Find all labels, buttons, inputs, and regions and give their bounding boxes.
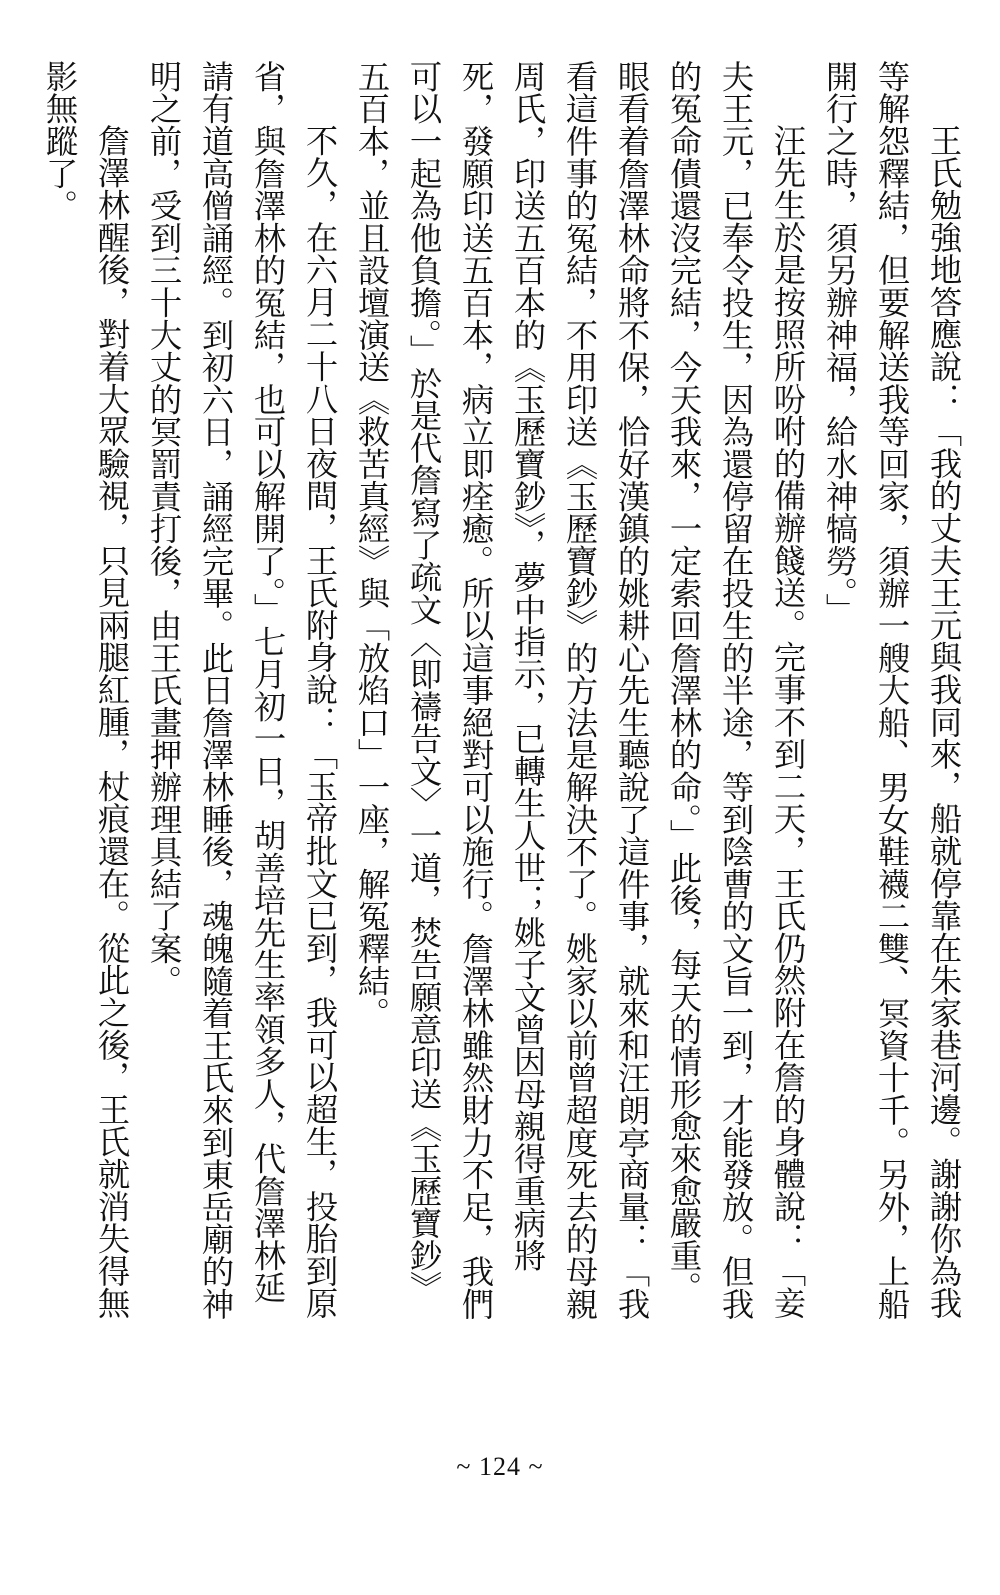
text-column-15: 請有道高僧誦經。到初六日，誦經完畢。此日詹澤林睡後，魂魄隨着王氏來到東岳廟的神: [197, 60, 235, 1320]
text-column-16: 明之前，受到三十大丈的冥罰責打後，由王氏畫押辦理具結了案。: [145, 60, 183, 997]
text-column-4: 汪先生於是按照所吩咐的備辦餞送。完事不到二天，王氏仍然附在詹的身體說：「妾: [769, 124, 807, 1320]
text-column-12: 五百本，並且設壇演送《救苦真經》與「放焰口」一座，解冤釋結。: [353, 60, 391, 1029]
text-column-9: 周氏，印送五百本的《玉歷寶鈔》，夢中指示，已轉生人世；姚子文曾因母親得重病將: [509, 60, 547, 1272]
text-column-1: 王氏勉強地答應說：「我的丈夫王元與我同來，船就停靠在朱家巷河邊。謝謝你為我: [925, 124, 963, 1320]
text-column-3: 開行之時，須另辦神福，給水神犒勞。」: [821, 60, 859, 626]
text-column-10: 死，發願印送五百本，病立即痊癒。所以這事絕對可以施行。詹澤林雖然財力不足，我們: [457, 60, 495, 1320]
text-column-2: 等解怨釋結，但要解送我等回家，須辦一艘大船、男女鞋襪二雙、冥資十千。另外，上船: [873, 60, 911, 1320]
text-column-14: 省，與詹澤林的冤結，也可以解開了。」七月初一日，胡善培先生率領多人，代詹澤林延: [249, 60, 287, 1304]
vertical-text-block: [35, 60, 970, 1440]
text-column-5: 夫王元，已奉令投生，因為還停留在投生的半途，等到陰曹的文旨一到，才能發放。但我: [717, 60, 755, 1320]
text-column-8: 看這件事的冤結，不用印送《玉歷寶鈔》的方法是解決不了。姚家以前曾超度死去的母親: [561, 60, 599, 1320]
text-column-7: 眼看着詹澤林命將不保，恰好漢鎮的姚耕心先生聽說了這件事，就來和汪朗亭商量：「我: [613, 60, 651, 1320]
text-column-6: 的冤命債還沒完結，今天我來，一定索回詹澤林的命。」此後，每天的情形愈來愈嚴重。: [665, 60, 703, 1304]
text-column-11: 可以一起為他負擔。」於是代詹寫了疏文〈即禱告文〉一道，焚告願意印送《玉歷寶鈔》: [405, 60, 443, 1304]
text-column-17: 詹澤林醒後，對着大眾驗視，只見兩腿紅腫，杖痕還在。從此之後，王氏就消失得無: [93, 124, 131, 1320]
text-column-18: 影無蹤了。: [41, 60, 79, 222]
text-column-13: 不久，在六月二十八日夜間，王氏附身說：「玉帝批文已到，我可以超生，投胎到原: [301, 124, 339, 1320]
page-number: ~ 124 ~: [456, 1452, 544, 1481]
